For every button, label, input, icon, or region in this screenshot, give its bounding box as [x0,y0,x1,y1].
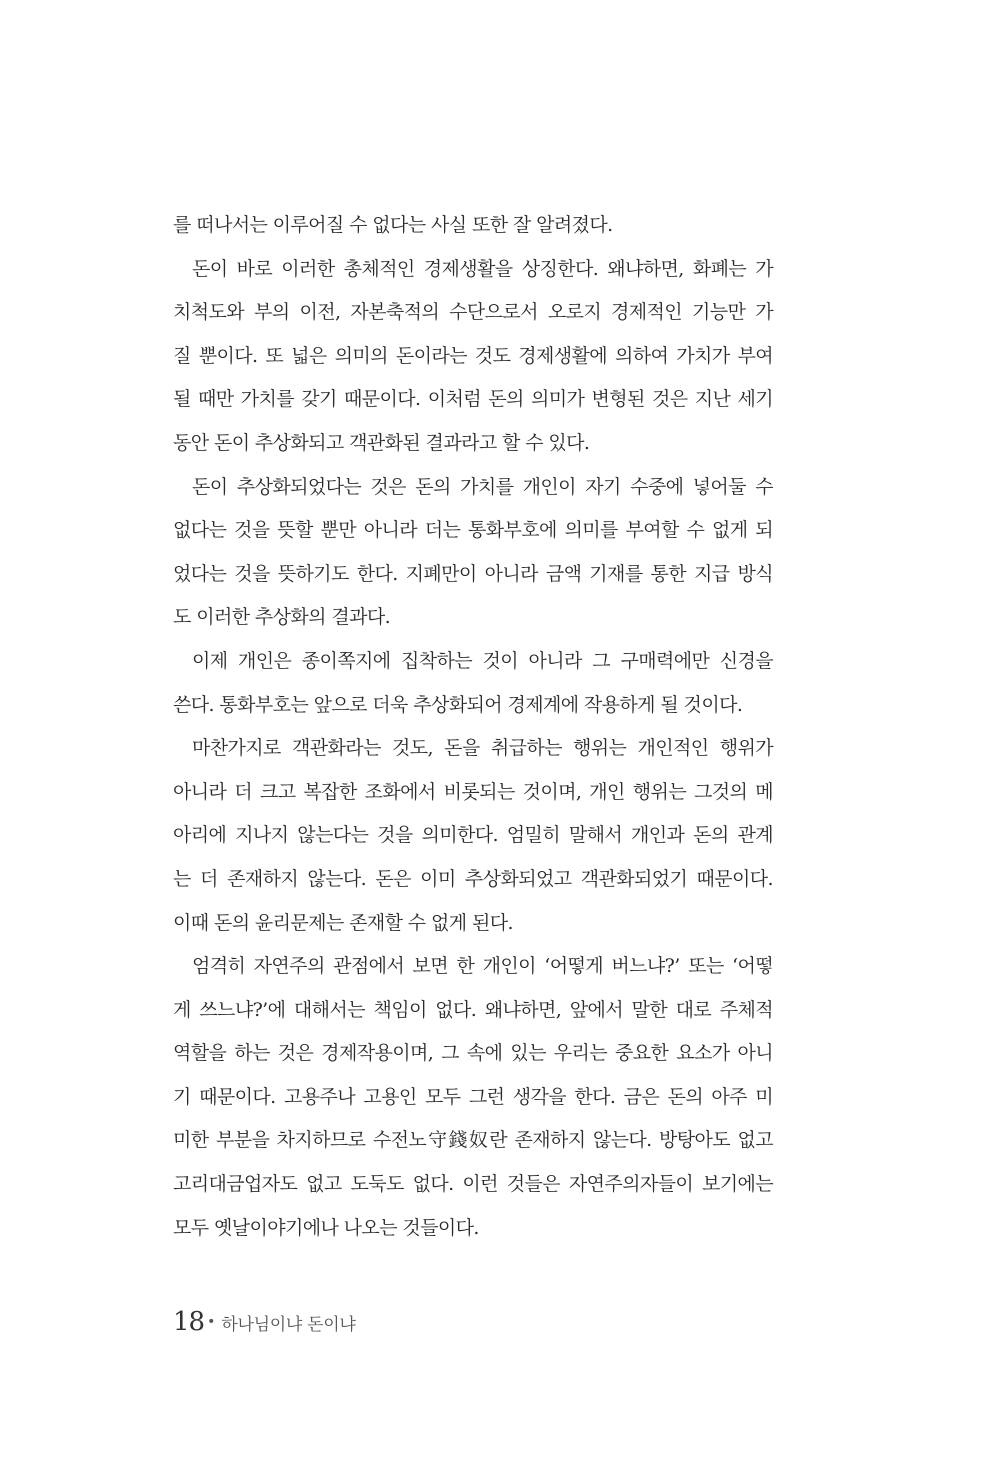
text-line: 없다는 것을 뜻할 뿐만 아니라 더는 통화부호에 의미를 부여할 수 없게 되 [173,519,773,542]
text-line: 었다는 것을 뜻하기도 한다. 지폐만이 아니라 금액 기재를 통한 지급 방식 [173,562,773,585]
text-line: 질 뿐이다. 또 넓은 의미의 돈이라는 것도 경제생활에 의하여 가치가 부여 [173,344,773,367]
text-line: 치척도와 부의 이전, 자본축적의 수단으로서 오로지 경제적인 기능만 가 [173,301,773,324]
text-line: 게 쓰느냐?’에 대해서는 책임이 없다. 왜냐하면, 앞에서 말한 대로 주체적 [173,998,773,1021]
text-line: 는 더 존재하지 않는다. 돈은 이미 추상화되었고 객관화되었기 때문이다. [173,867,773,890]
text-line: 이제 개인은 종이쪽지에 집착하는 것이 아니라 그 구매력에만 신경을 [192,649,773,672]
page-footer [173,1307,355,1347]
running-book-title: 하나님이냐 돈이냐 [221,1315,356,1335]
text-line: 고리대금업자도 없고 도둑도 없다. 이런 것들은 자연주의자들이 보기에는 [173,1173,773,1196]
page-body [173,204,773,1250]
text-line: 돈이 추상화되었다는 것은 돈의 가치를 개인이 자기 수중에 넣어둘 수 [192,475,773,498]
text-line: 역할을 하는 것은 경제작용이며, 그 속에 있는 우리는 중요한 요소가 아니 [173,1042,773,1065]
text-line: 기 때문이다. 고용주나 고용인 모두 그런 생각을 한다. 금은 돈의 아주 미 [173,1085,773,1108]
footer-separator: • [207,1314,216,1330]
text-line: 될 때만 가치를 갖기 때문이다. 이처럼 돈의 의미가 변형된 것은 지난 세기 [173,388,773,411]
text-line: 아리에 지나지 않는다는 것을 의미한다. 엄밀히 말해서 개인과 돈의 관계 [173,824,773,847]
text-line: 쓴다. 통화부호는 앞으로 더욱 추상화되어 경제계에 작용하게 될 것이다. [173,693,743,716]
text-line: 동안 돈이 추상화되고 객관화된 결과라고 할 수 있다. [173,431,590,454]
text-line: 아니라 더 크고 복잡한 조화에서 비롯되는 것이며, 개인 행위는 그것의 메 [173,780,773,803]
text-line: 돈이 바로 이러한 총체적인 경제생활을 상징한다. 왜냐하면, 화폐는 가 [192,257,773,280]
text-line: 마찬가지로 객관화라는 것도, 돈을 취급하는 행위는 개인적인 행위가 [192,737,773,760]
text-line: 모두 옛날이야기에나 나오는 것들이다. [173,1216,479,1239]
page-number: 18 [173,1307,205,1337]
text-line: 미한 부분을 차지하므로 수전노守錢奴란 존재하지 않는다. 방탕아도 없고 [173,1129,773,1152]
text-line: 도 이러한 추상화의 결과다. [173,606,391,629]
text-line: 이때 돈의 윤리문제는 존재할 수 없게 된다. [173,911,513,934]
text-line: 엄격히 자연주의 관점에서 보면 한 개인이 ‘어떻게 버느냐?’ 또는 ‘어떻 [192,955,773,978]
text-line: 를 떠나서는 이루어질 수 없다는 사실 또한 잘 알려졌다. [173,214,613,236]
